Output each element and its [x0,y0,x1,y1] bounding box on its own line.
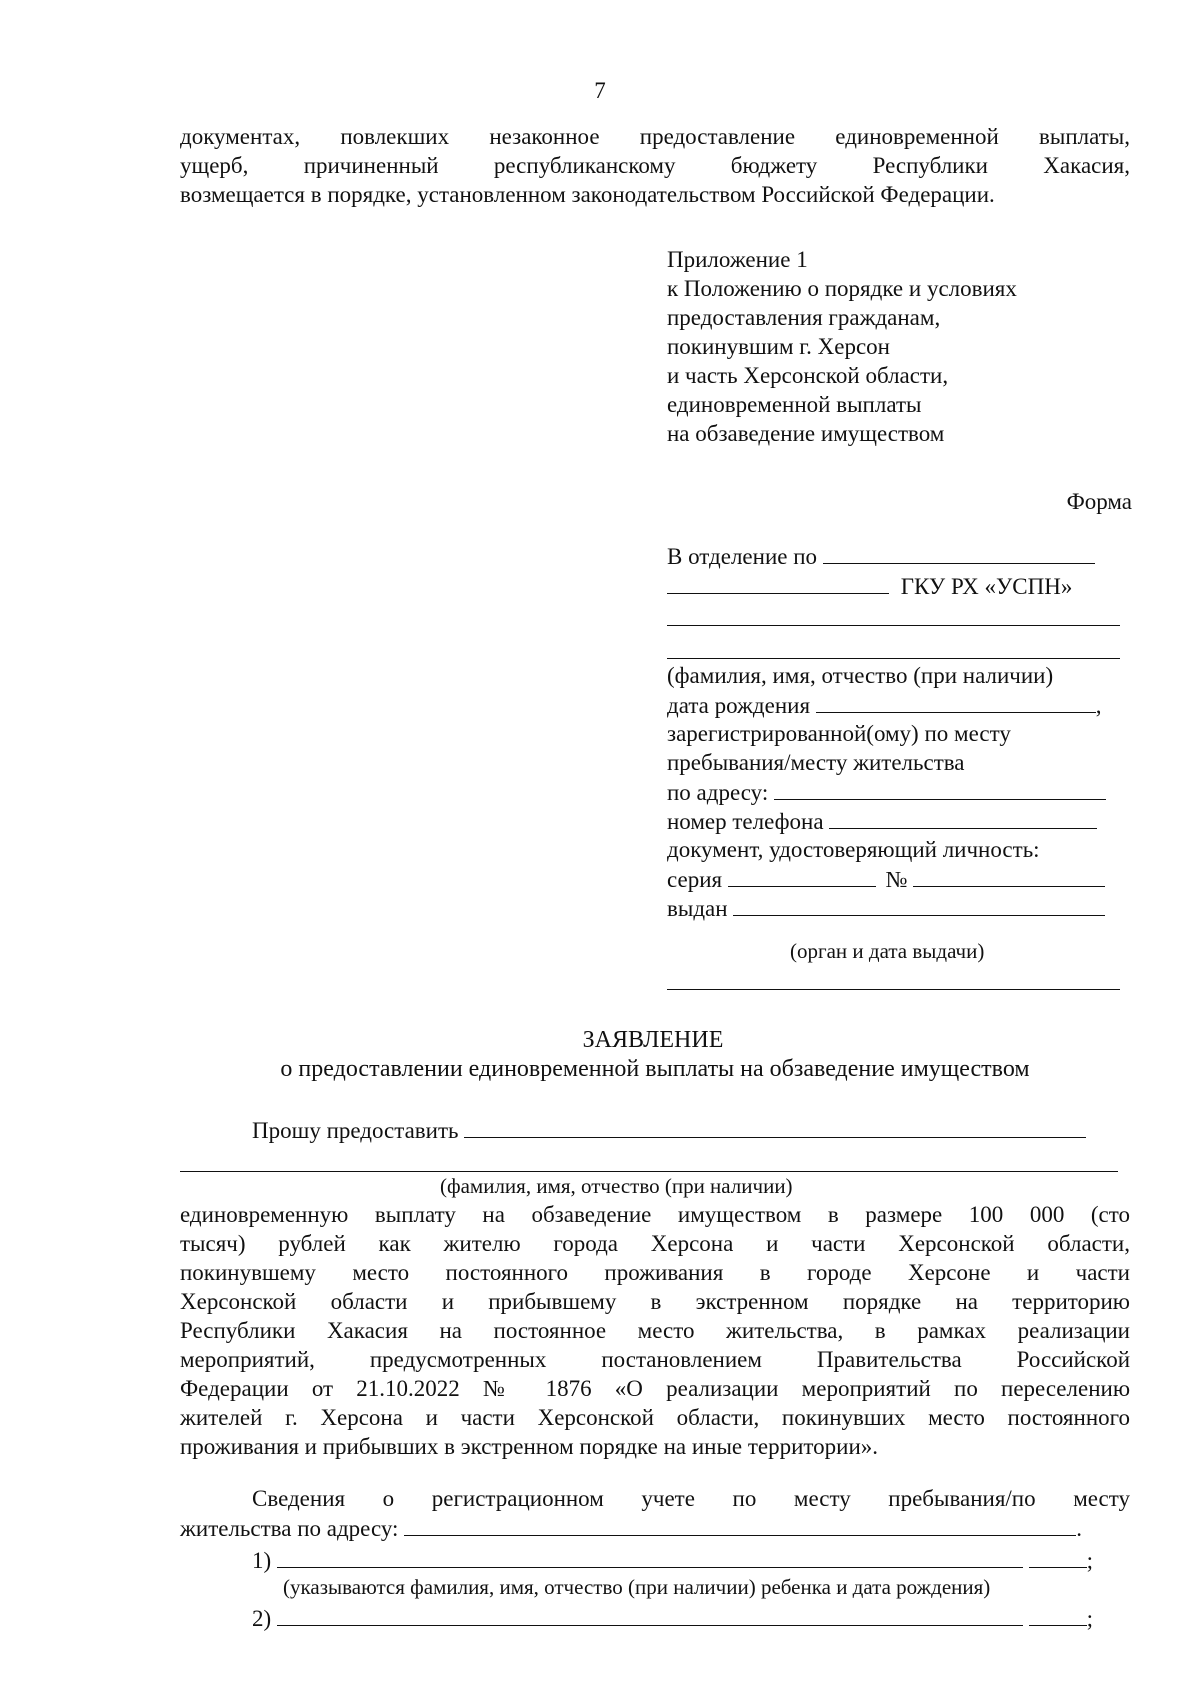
number-sign: № [885,867,908,892]
address-field[interactable] [774,777,1106,800]
request-fio-field[interactable] [464,1115,1086,1138]
child-number: 1) [252,1548,272,1573]
appendix-line: единовременной выплаты [667,392,922,417]
request-line: единовременную выплату на обзаведение имуществом в размере 100 000 (сто [180,1202,1130,1227]
fio-caption: (фамилия, имя, отчество (при наличии) [667,663,1054,688]
issuer-caption: (орган и дата выдачи) [790,939,985,963]
child-field-1[interactable] [277,1545,1023,1568]
child-row-1 [252,1545,1093,1575]
child-end: ; [1086,1548,1094,1573]
dept-field[interactable] [823,541,1095,564]
number-field[interactable] [913,864,1105,887]
appendix-line: предоставления гражданам, [667,305,941,330]
request-line: тысяч) рублей как жителю города Херсона и части Херсонской области, [180,1231,1130,1256]
child-field-2[interactable] [277,1603,1023,1626]
request-line: Федерации от 21.10.2022 № 1876 «О реализации мероприятий по переселению [180,1376,1130,1401]
registration-text: Сведения о регистрационном учете по месту пребывания/по месту [252,1486,1130,1511]
addressee-agency [667,571,1072,601]
registration-label: жительства по адресу: [180,1516,399,1541]
issued-row [667,893,1106,922]
intro-line: возмещается в порядке, установленном законодательством Российской Федерации. [180,182,995,207]
request-line: покинувшему место постоянного проживания в городе Херсоне и части [180,1260,1130,1285]
form-label: Форма [1066,489,1132,514]
request-line: Республики Хакасия на постоянное место жительства, в рамках реализации [180,1318,1130,1343]
registration-line-1 [252,1484,1130,1513]
agency-label: ГКУ РХ «УСПН» [900,574,1073,599]
child-end: ; [1086,1606,1094,1631]
dept-field-2[interactable] [667,571,889,594]
child-row-2 [252,1603,1093,1633]
appendix-line: и часть Херсонской области, [667,363,949,388]
birth-date-comma: , [1095,693,1102,718]
request-fio-caption: (фамилия, имя, отчество (при наличии) [440,1174,793,1198]
birth-date-row [667,690,1106,719]
issued-field[interactable] [733,893,1105,916]
registered-line: пребывания/месту жительства [667,750,965,775]
issued-line-2[interactable] [667,989,1120,990]
addressee-details [667,661,1106,922]
series-label: серия [667,867,723,892]
child-number: 2) [252,1606,272,1631]
request-line: мероприятий, предусмотренных постановлением Правительства Российской [180,1347,1130,1372]
registered-line: зарегистрированной(ому) по месту [667,721,1011,746]
addressee-to-dept [667,541,1095,571]
child-birth-field-2[interactable] [1029,1603,1087,1626]
registration-address-field[interactable] [404,1513,1076,1536]
appendix-line: к Положению о порядке и условиях [667,276,1017,301]
page-number: 7 [594,78,606,103]
to-dept-label: В отделение по [667,544,818,569]
registration-row [180,1513,1082,1543]
series-row [667,864,1106,893]
series-field[interactable] [728,864,876,887]
address-row [667,777,1106,806]
child-caption: (указываются фамилия, имя, отчество (при наличии) ребенка и дата рождения) [283,1575,991,1599]
appendix-header [667,245,1017,448]
birth-date-field[interactable] [816,690,1096,713]
intro-line: ущерб, причиненный республиканскому бюджету Республики Хакасия, [180,153,1130,178]
request-paragraph [180,1200,1130,1461]
registration-period: . [1076,1516,1082,1541]
request-lead: Прошу предоставить [252,1118,459,1143]
request-line: жителей г. Херсона и части Херсонской области, покинувших место постоянного [180,1405,1130,1430]
request-lead-row [252,1115,1086,1145]
id-doc-label: документ, удостоверяющий личность: [667,837,1040,862]
phone-field[interactable] [829,806,1097,829]
applicant-line-2[interactable] [667,658,1120,659]
applicant-line-1[interactable] [667,625,1120,626]
document-subtitle: о предоставлении единовременной выплаты на обзаведение имуществом [280,1056,1030,1082]
intro-line: документах, повлекших незаконное предоставление единовременной выплаты, [180,124,1130,149]
phone-label: номер телефона [667,809,824,834]
phone-row [667,806,1106,835]
appendix-line: покинувшим г. Херсон [667,334,890,359]
birth-date-label: дата рождения [667,693,811,718]
document-title: ЗАЯВЛЕНИЕ [582,1027,724,1053]
child-birth-field-1[interactable] [1029,1545,1087,1568]
request-line: проживания и прибывших в экстренном порядке на иные территории». [180,1434,879,1459]
issued-label: выдан [667,896,728,921]
request-line: Херсонской области и прибывшему в экстренном порядке на территорию [180,1289,1130,1314]
address-label: по адресу: [667,780,769,805]
appendix-line: Приложение 1 [667,247,808,272]
appendix-line: на обзаведение имуществом [667,421,945,446]
intro-paragraph [180,122,1130,209]
